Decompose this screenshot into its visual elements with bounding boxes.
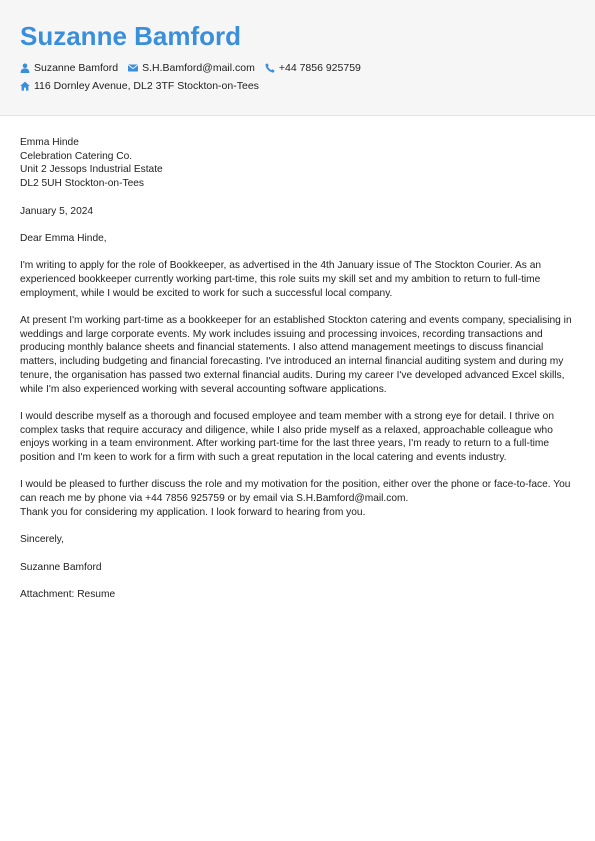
address-row: [20, 79, 269, 93]
recipient-name: Emma Hinde: [20, 137, 79, 148]
body-paragraph-personality: I would describe myself as a thorough and focused employee and team member with a strong eye for detail. I thrive on complex tasks that require accuracy and diligence, while I also pride myself as a relaxed, approachable colleague who enjoys working in a team environment. After working part-time for the last three years, I'm ready to return to a full-time position and I'm keen to work for a firm with such a great reputation in the local catering and events industry.: [20, 410, 554, 464]
letter-body: [20, 136, 576, 615]
phone-icon: [265, 63, 275, 73]
contact-email[interactable]: S.H.Bamford@mail.com: [142, 62, 255, 74]
body-paragraph-contact: I would be pleased to further discuss the role and my motivation for the position, either over the phone or face-to-face. You can reach me by phone via +44 7856 925759 or by email via S.H.Bamford@mail.com.: [20, 479, 571, 505]
contact-phone-item: [265, 61, 361, 75]
contact-address-item: [20, 79, 259, 93]
contact-email-item: [128, 61, 255, 75]
recipient-company: Celebration Catering Co.: [20, 150, 133, 162]
recipient-city: DL2 5UH Stockton-on-Tees: [20, 178, 145, 190]
signature: Suzanne Bamford: [20, 561, 102, 573]
salutation: Dear Emma Hinde,: [20, 232, 107, 244]
contact-name-item: [20, 61, 118, 75]
contact-phone[interactable]: +44 7856 925759: [278, 62, 361, 74]
person-icon: [20, 63, 30, 73]
body-paragraph-intro: I'm writing to apply for the role of Bookkeeper, as advertised in the 4th January issue of The Stockton Courier. As an experienced bookkeeper currently working part-time, this role suits my skill set and my ambition to return to full-time employment, while I would be excited to work for such a successful local company.: [20, 260, 542, 299]
contact-name: Suzanne Bamford: [34, 62, 119, 74]
recipient-block: [20, 136, 576, 191]
body-paragraph-experience: At present I'm working part-time as a bookkeeper for an established Stockton catering and events company, specialising in weddings and large corporate events. My work includes issuing and processing invoices, recording transactions and producing monthly balance sheets and financial statements. I also attend management meetings to discuss financial matters, including budgeting and financial forecasting. I've introduced an internal financial auditing system and during my tenure, the organisation has passed two external financial audits. During my career I've developed advanced Excel skills, while I'm also experienced working with several accounting software applications.: [20, 315, 572, 395]
home-icon: [20, 81, 30, 91]
contact-address: 116 Dornley Avenue, DL2 3TF Stockton-on-Tees: [34, 80, 259, 92]
letter-header: [0, 0, 595, 116]
recipient-street: Unit 2 Jessops Industrial Estate: [20, 164, 163, 176]
thanks-line: Thank you for considering my application. I look forward to hearing from you.: [20, 506, 366, 518]
envelope-icon: [128, 63, 138, 73]
sender-name-heading: Suzanne Bamford: [20, 21, 242, 51]
letter-date: January 5, 2024: [20, 205, 94, 217]
attachment-note: Attachment: Resume: [20, 589, 116, 601]
closing: Sincerely,: [20, 534, 64, 546]
contact-row: [20, 61, 371, 75]
